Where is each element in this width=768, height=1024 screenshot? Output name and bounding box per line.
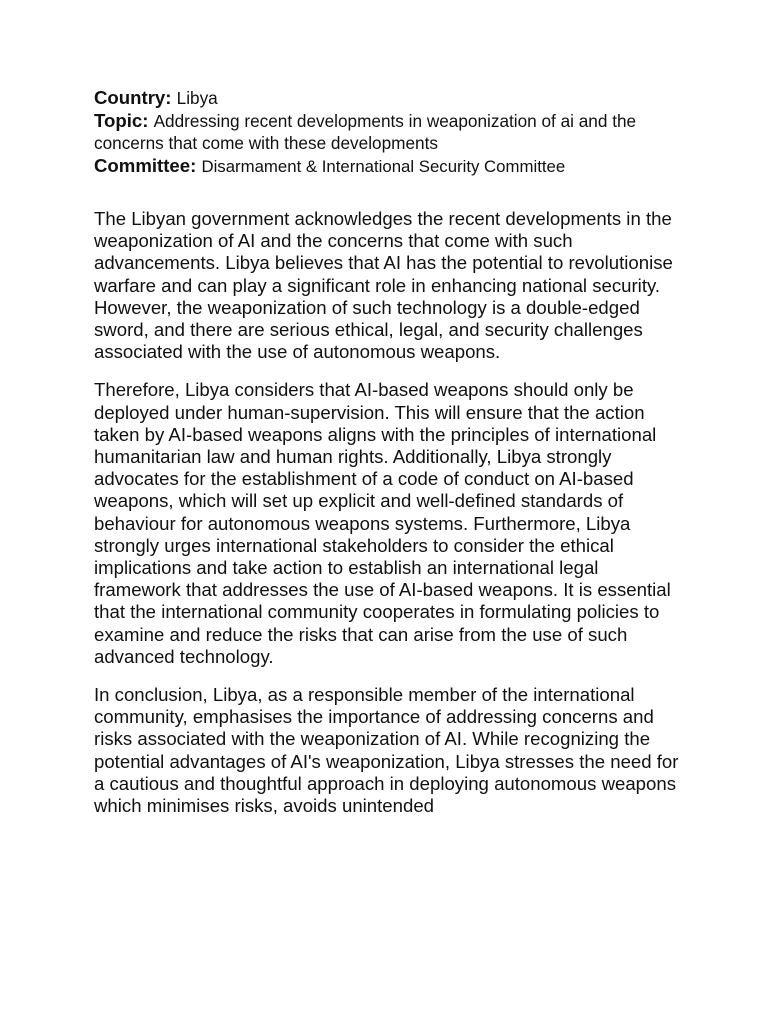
body-paragraph-intro: The Libyan government acknowledges the recent developments in the weaponization of AI and the concerns that come with such advancements. Libya believes that AI has the potential to revolutionise warfare and can play a significant role in enhancing national security. However, the weaponization of such technology is a double-edged sword, and there are serious ethical, legal, and security challenges associated with the use of autonomous weapons. (94, 208, 673, 363)
body-paragraph-conclusion: In conclusion, Libya, as a responsible member of the international community, emphasises the importance of addressing concerns and risks associated with the weaponization of AI. While recognizing the potential advantages of AI's weaponization, Libya stresses the need for a cautious and thoughtful approach in deploying autonomous weapons which minimises risks, avoids unintended (94, 684, 679, 817)
committee-label: Committee: (94, 154, 197, 176)
country-line (94, 87, 684, 110)
committee-line (94, 155, 684, 179)
topic-value: Addressing recent developments in weaponization of ai and the concerns that come with these developments (94, 110, 637, 153)
position-paper-header (94, 87, 684, 178)
country-label: Country: (94, 87, 172, 108)
document-content (94, 87, 684, 817)
topic-line (94, 110, 684, 155)
topic-label: Topic: (94, 109, 149, 131)
body-paragraph-position: Therefore, Libya considers that AI-based weapons should only be deployed under human-supervision. This will ensure that the action taken by AI-based weapons aligns with the principles of international humanitarian law and human rights. Additionally, Libya strongly advocates for the establishment of a code of conduct on AI-based weapons, which will set up explicit and well-defined standards of behaviour for autonomous weapons systems. Furthermore, Libya strongly urges international stakeholders to consider the ethical implications and take action to establish an international legal framework that addresses the use of AI-based weapons. It is essential that the international community cooperates in formulating policies to examine and reduce the risks that can arise from the use of such advanced technology. (94, 379, 671, 667)
country-value: Libya (176, 88, 218, 108)
committee-value: Disarmament & International Security Committee (201, 156, 566, 176)
